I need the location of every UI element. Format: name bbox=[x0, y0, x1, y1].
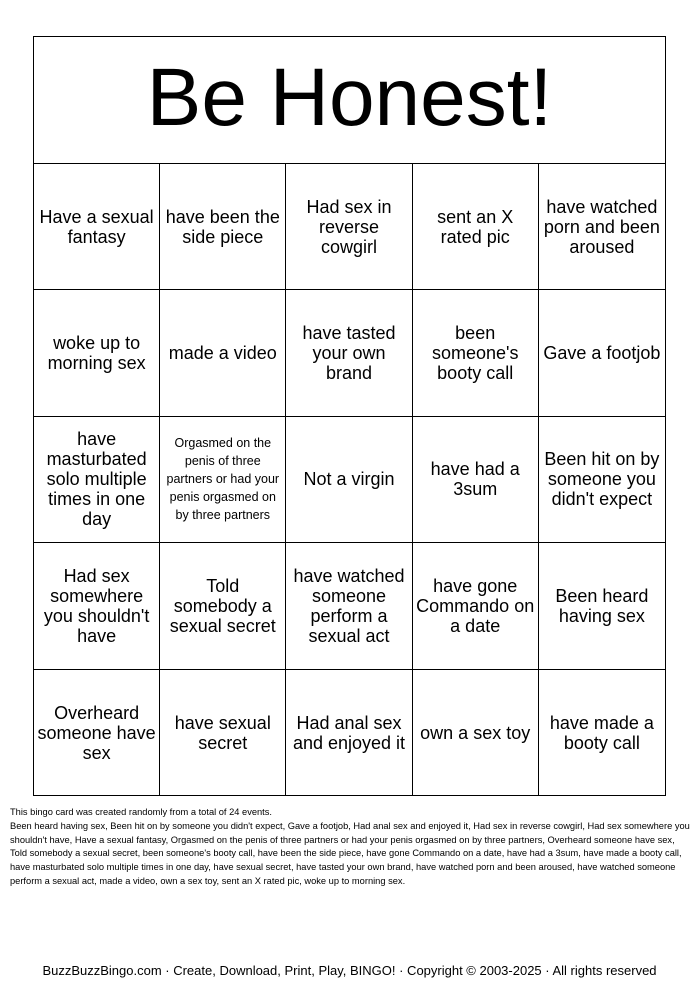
bingo-card bbox=[33, 36, 666, 796]
bingo-cell: made a video bbox=[160, 290, 286, 416]
bingo-cell: have watched porn and been aroused bbox=[539, 164, 665, 290]
bingo-cell: have sexual secret bbox=[160, 670, 286, 796]
bingo-cell: have had a 3sum bbox=[413, 417, 539, 543]
bingo-grid bbox=[34, 164, 665, 796]
footnote-intro: This bingo card was created randomly from a total of 24 events. bbox=[10, 807, 272, 817]
card-title: Be Honest! bbox=[34, 37, 665, 164]
bingo-cell: have tasted your own brand bbox=[286, 290, 412, 416]
bingo-cell: have made a booty call bbox=[549, 712, 654, 753]
bingo-cell: own a sex toy bbox=[413, 670, 539, 796]
bingo-cell: Had anal sex and enjoyed it bbox=[286, 670, 412, 796]
bingo-cell: have masturbated solo multiple times in one day bbox=[34, 417, 160, 543]
bingo-cell: Gave a footjob bbox=[539, 290, 665, 416]
footnote-events: Been heard having sex, Been hit on by someone you didn't expect, Gave a footjob, Had anal sex and enjoyed it, Had sex in reverse cowgirl, Had sex somewhere you shouldn't have, Have a sexual fantasy, Orgasmed on the penis of three partners or had your penis orgasmed on by three partners, Overheard someone have sex, Told somebody a sexual secret, been someone's booty call, have been the side piece, have gone Commando on a date, have had a 3sum, have made a booty call, have masturbated solo multiple times in one day, have sexual secret, have tasted your own brand, have watched porn and been aroused, have watched someone perform a sexual act, made a video, own a sex toy, sent an X rated pic, woke up to morning sex. bbox=[10, 820, 690, 886]
bingo-cell: Not a virgin bbox=[286, 417, 412, 543]
bingo-cell: have gone Commando on a date bbox=[413, 543, 539, 669]
bingo-cell: Have a sexual fantasy bbox=[34, 164, 160, 290]
bingo-cell: Overheard someone have sex bbox=[34, 670, 160, 796]
bingo-cell: Had sex somewhere you shouldn't have bbox=[34, 543, 160, 669]
copyright-footer: BuzzBuzzBingo.com · Create, Download, Print, Play, BINGO! · Copyright © 2003-2025 · All rights reserved bbox=[42, 963, 657, 978]
bingo-cell: Been heard having sex bbox=[539, 543, 665, 669]
bingo-cell: Been hit on by someone you didn't expect bbox=[539, 417, 665, 543]
bingo-cell: Orgasmed on the penis of three partners or had your penis orgasmed on by three partners bbox=[160, 417, 286, 543]
bingo-cell: sent an X rated pic bbox=[413, 164, 539, 290]
bingo-cell: have been the side piece bbox=[160, 164, 286, 290]
event-footnote bbox=[10, 806, 690, 889]
bingo-cell: Told somebody a sexual secret bbox=[160, 543, 286, 669]
bingo-cell: Had sex in reverse cowgirl bbox=[286, 164, 412, 290]
bingo-cell: have watched someone perform a sexual act bbox=[286, 543, 412, 669]
bingo-cell: woke up to morning sex bbox=[34, 290, 160, 416]
bingo-cell: been someone's booty call bbox=[413, 290, 539, 416]
